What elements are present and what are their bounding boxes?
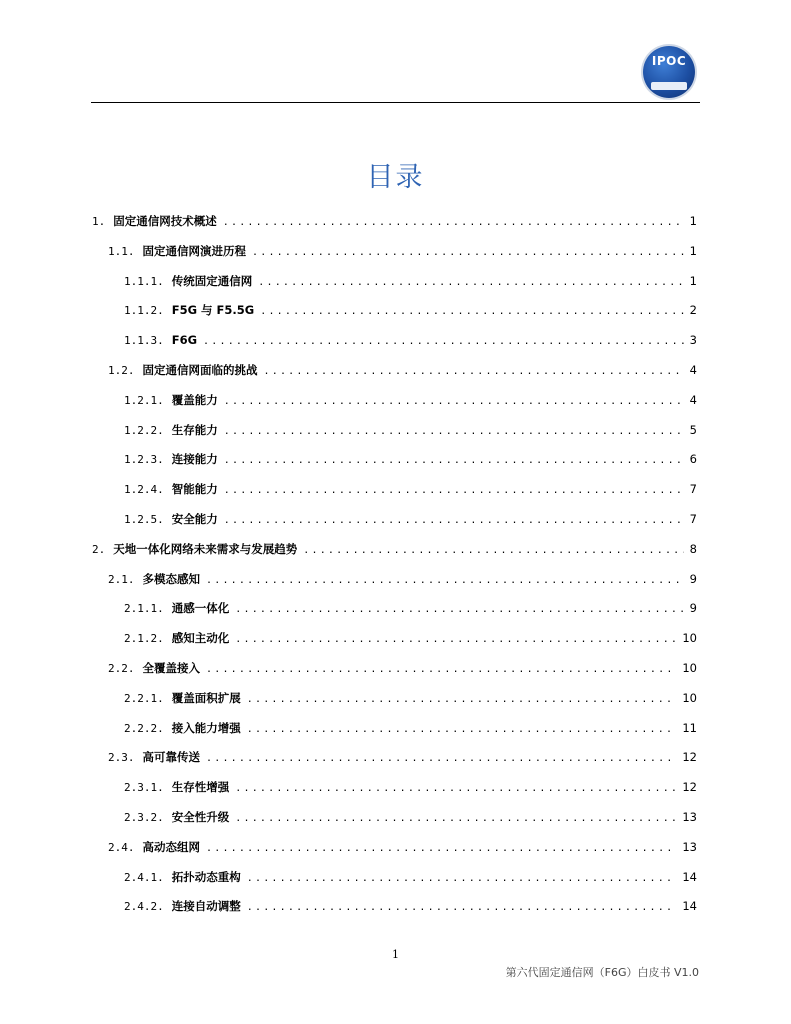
toc-entry[interactable] — [124, 481, 697, 497]
toc-entry-label: F5G 与 F5.5G — [171, 303, 255, 318]
toc-dot-leader — [235, 781, 676, 797]
toc-dot-leader — [224, 483, 684, 499]
toc-entry-label: 高可靠传送 — [142, 750, 200, 765]
toc-entry-label: 拓扑动态重构 — [171, 869, 241, 884]
toc-dot-leader — [224, 513, 684, 529]
toc-dot-leader — [303, 543, 683, 559]
toc-dot-leader — [235, 602, 683, 618]
footer-text: 第六代固定通信网（F6G）白皮书 V1.0 — [505, 966, 699, 979]
header-rule — [91, 102, 700, 103]
toc-entry-number: 1. — [92, 215, 106, 228]
toc-entry-page: 10 — [682, 661, 697, 675]
toc-entry-number: 2.3.1. — [124, 781, 164, 795]
toc-dot-leader — [247, 722, 677, 738]
toc-entry[interactable] — [124, 720, 697, 736]
toc-dot-leader — [206, 751, 676, 767]
toc-entry[interactable] — [124, 392, 697, 408]
toc-entry-page: 9 — [689, 571, 697, 586]
toc-entry-page: 10 — [682, 690, 697, 705]
toc-dot-leader — [260, 304, 683, 320]
toc-dot-leader — [206, 662, 676, 678]
toc-entry-number: 1.2. — [108, 364, 135, 377]
toc-entry[interactable] — [92, 213, 697, 229]
toc-entry[interactable] — [124, 690, 697, 706]
toc-entry-page: 8 — [689, 541, 697, 556]
toc-entry-page: 2 — [689, 303, 697, 318]
toc-entry-label: 通感一体化 — [171, 601, 230, 616]
toc-entry-label: 安全能力 — [171, 512, 218, 526]
toc-entry-label: 接入能力增强 — [171, 720, 241, 735]
toc-entry-label: 连接自动调整 — [171, 899, 241, 914]
toc-entry-number: 1.1.1. — [124, 274, 164, 288]
toc-entry-label: 连接能力 — [171, 452, 218, 467]
toc-dot-leader — [258, 275, 683, 291]
toc-dot-leader — [223, 215, 684, 231]
toc-dot-leader — [206, 573, 684, 589]
toc-title: 目录 — [366, 162, 425, 193]
toc-entry[interactable] — [124, 332, 697, 348]
toc-entry[interactable] — [108, 839, 697, 855]
toc-entry-number: 2.4.2. — [124, 900, 164, 914]
toc-dot-leader — [252, 245, 684, 261]
toc-entry-label: 全覆盖接入 — [142, 661, 200, 675]
toc-entry-page: 13 — [682, 839, 697, 854]
toc-entry[interactable] — [108, 362, 697, 378]
toc-dot-leader — [264, 364, 684, 380]
toc-entry-label: 覆盖能力 — [171, 392, 218, 407]
toc-entry-label: 感知主动化 — [171, 631, 230, 646]
toc-entry-number: 2.3.2. — [124, 811, 164, 824]
toc-entry-page: 1 — [689, 243, 697, 258]
toc-entry[interactable] — [108, 749, 697, 765]
toc-entry-label: 固定通信网面临的挑战 — [142, 363, 258, 377]
toc-entry-number: 2.3. — [108, 751, 135, 765]
toc-entry-label: 智能能力 — [171, 482, 218, 497]
toc-entry-page: 1 — [689, 273, 697, 288]
toc-entry[interactable] — [124, 600, 697, 616]
toc-entry-page: 4 — [689, 392, 697, 407]
toc-entry-number: 1.2.1. — [124, 393, 164, 407]
toc-entry-number: 2.4.1. — [124, 870, 164, 884]
toc-entry-page: 5 — [689, 422, 697, 437]
toc-entry-label: 固定通信网演进历程 — [142, 243, 246, 258]
toc-entry-page: 7 — [689, 482, 697, 497]
toc-entry-number: 1.2.3. — [124, 453, 164, 467]
toc-entry-page: 11 — [682, 720, 697, 735]
toc-entry-number: 1.1. — [108, 244, 135, 258]
toc-entry[interactable] — [108, 243, 697, 259]
toc-dot-leader — [247, 871, 677, 887]
toc-entry-label: 覆盖面积扩展 — [171, 690, 241, 705]
toc-dot-leader — [224, 394, 684, 410]
toc-entry-page: 1 — [689, 214, 697, 228]
toc-entry-number: 1.2.5. — [124, 513, 164, 526]
toc-entry-page: 3 — [689, 333, 697, 348]
toc-entry-number: 1.1.3. — [124, 334, 164, 348]
toc-entry-number: 2. — [92, 542, 106, 556]
toc-entry-number: 2.2. — [108, 662, 135, 675]
toc-entry-number: 1.2.2. — [124, 423, 164, 437]
logo-band — [651, 82, 687, 90]
toc-entry-label: 多模态感知 — [142, 571, 200, 586]
toc-dot-leader — [235, 811, 676, 827]
toc-entry[interactable] — [108, 660, 697, 676]
toc-entry[interactable] — [124, 302, 697, 318]
toc-entry-page: 14 — [682, 899, 697, 914]
toc-entry[interactable] — [124, 809, 697, 825]
toc-entry-page: 14 — [682, 869, 697, 884]
toc-dot-leader — [247, 900, 677, 916]
toc-entry[interactable] — [124, 630, 697, 646]
toc-entry-page: 12 — [682, 780, 697, 795]
toc-entry[interactable] — [92, 541, 697, 557]
toc-dot-leader — [224, 453, 684, 469]
toc-entry[interactable] — [108, 571, 697, 587]
toc-entry-label: 高动态组网 — [142, 839, 200, 854]
page-number: 1 — [392, 948, 399, 961]
toc-entry-number: 2.4. — [108, 840, 135, 854]
toc-entry-number: 1.1.2. — [124, 304, 164, 318]
ipoc-logo — [643, 46, 695, 98]
toc-entry-page: 7 — [689, 512, 697, 526]
toc-entry-label: 生存性增强 — [171, 780, 230, 795]
toc-entry-page: 6 — [689, 452, 697, 467]
toc-dot-leader — [235, 632, 676, 648]
toc-entry[interactable] — [124, 898, 697, 914]
toc-dot-leader — [224, 424, 684, 440]
toc-entry-page: 4 — [689, 363, 697, 377]
toc-entry-page: 9 — [689, 601, 697, 616]
toc-dot-leader — [206, 841, 676, 857]
toc-dot-leader — [203, 334, 684, 350]
toc-entry[interactable] — [124, 779, 697, 795]
toc-entry[interactable] — [124, 451, 697, 467]
logo-text: IPOC — [651, 54, 687, 68]
toc-entry[interactable] — [124, 511, 697, 527]
toc-entry-number: 2.1.2. — [124, 632, 164, 646]
toc-entry-label: 生存能力 — [171, 422, 218, 437]
toc-entry-page: 12 — [682, 750, 697, 765]
toc-dot-leader — [247, 692, 677, 708]
toc-entry-label: 固定通信网技术概述 — [113, 214, 217, 228]
toc-entry[interactable] — [124, 273, 697, 289]
toc-entry-number: 2.2.2. — [124, 721, 164, 735]
toc-entry-label: 天地一体化网络未来需求与发展趋势 — [113, 541, 298, 556]
toc-entry-page: 13 — [682, 810, 697, 824]
toc-entry-label: 安全性升级 — [171, 810, 230, 824]
toc-entry-number: 2.2.1. — [124, 691, 164, 705]
toc-entry-number: 1.2.4. — [124, 483, 164, 497]
toc-entry-number: 2.1. — [108, 572, 135, 586]
toc-entry-page: 10 — [682, 631, 697, 646]
toc-entry-label: F6G — [171, 333, 198, 348]
toc-entry-label: 传统固定通信网 — [171, 273, 253, 288]
toc-entry[interactable] — [124, 422, 697, 438]
toc-entry[interactable] — [124, 869, 697, 885]
toc-entry-number: 2.1.1. — [124, 602, 164, 616]
